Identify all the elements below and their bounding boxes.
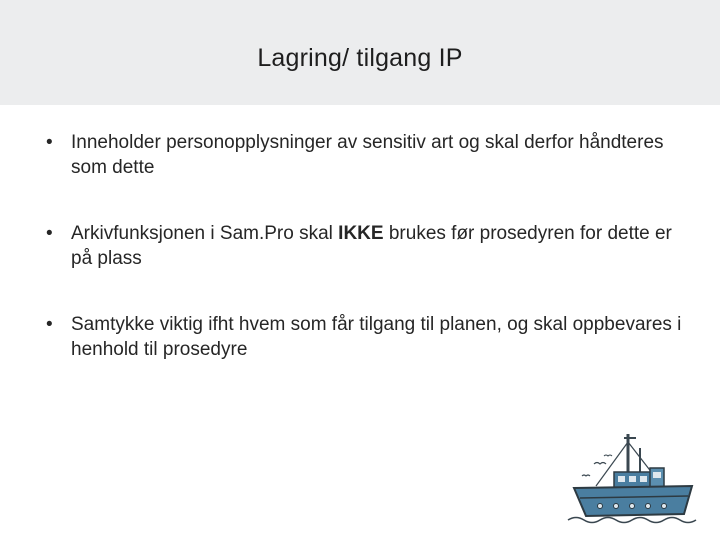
title-band bbox=[0, 0, 720, 105]
bullet-marker: • bbox=[46, 223, 53, 244]
bullet-item bbox=[46, 130, 686, 180]
bullet-item bbox=[46, 312, 686, 362]
bullet-text-continued: brukes før prosedyren for dette er på plass bbox=[71, 223, 672, 269]
slide-title: Lagring/ tilgang IP bbox=[257, 44, 463, 72]
bullet-marker: • bbox=[46, 314, 53, 335]
bullet-marker: • bbox=[46, 132, 53, 153]
bullet-item bbox=[46, 221, 686, 271]
fishing-boat-icon bbox=[566, 428, 706, 528]
bullet-text: Arkivfunksjonen i Sam.Pro skal bbox=[71, 223, 339, 244]
bullet-text: Inneholder personopplysninger av sensitiv art og skal derfor håndteres som dette bbox=[71, 132, 664, 178]
bullet-list bbox=[46, 130, 686, 403]
bullet-emphasis: IKKE bbox=[338, 223, 384, 244]
bullet-text: Samtykke viktig ifht hvem som får tilgang til planen, og skal oppbevares i henhold til prosedyre bbox=[71, 314, 682, 360]
